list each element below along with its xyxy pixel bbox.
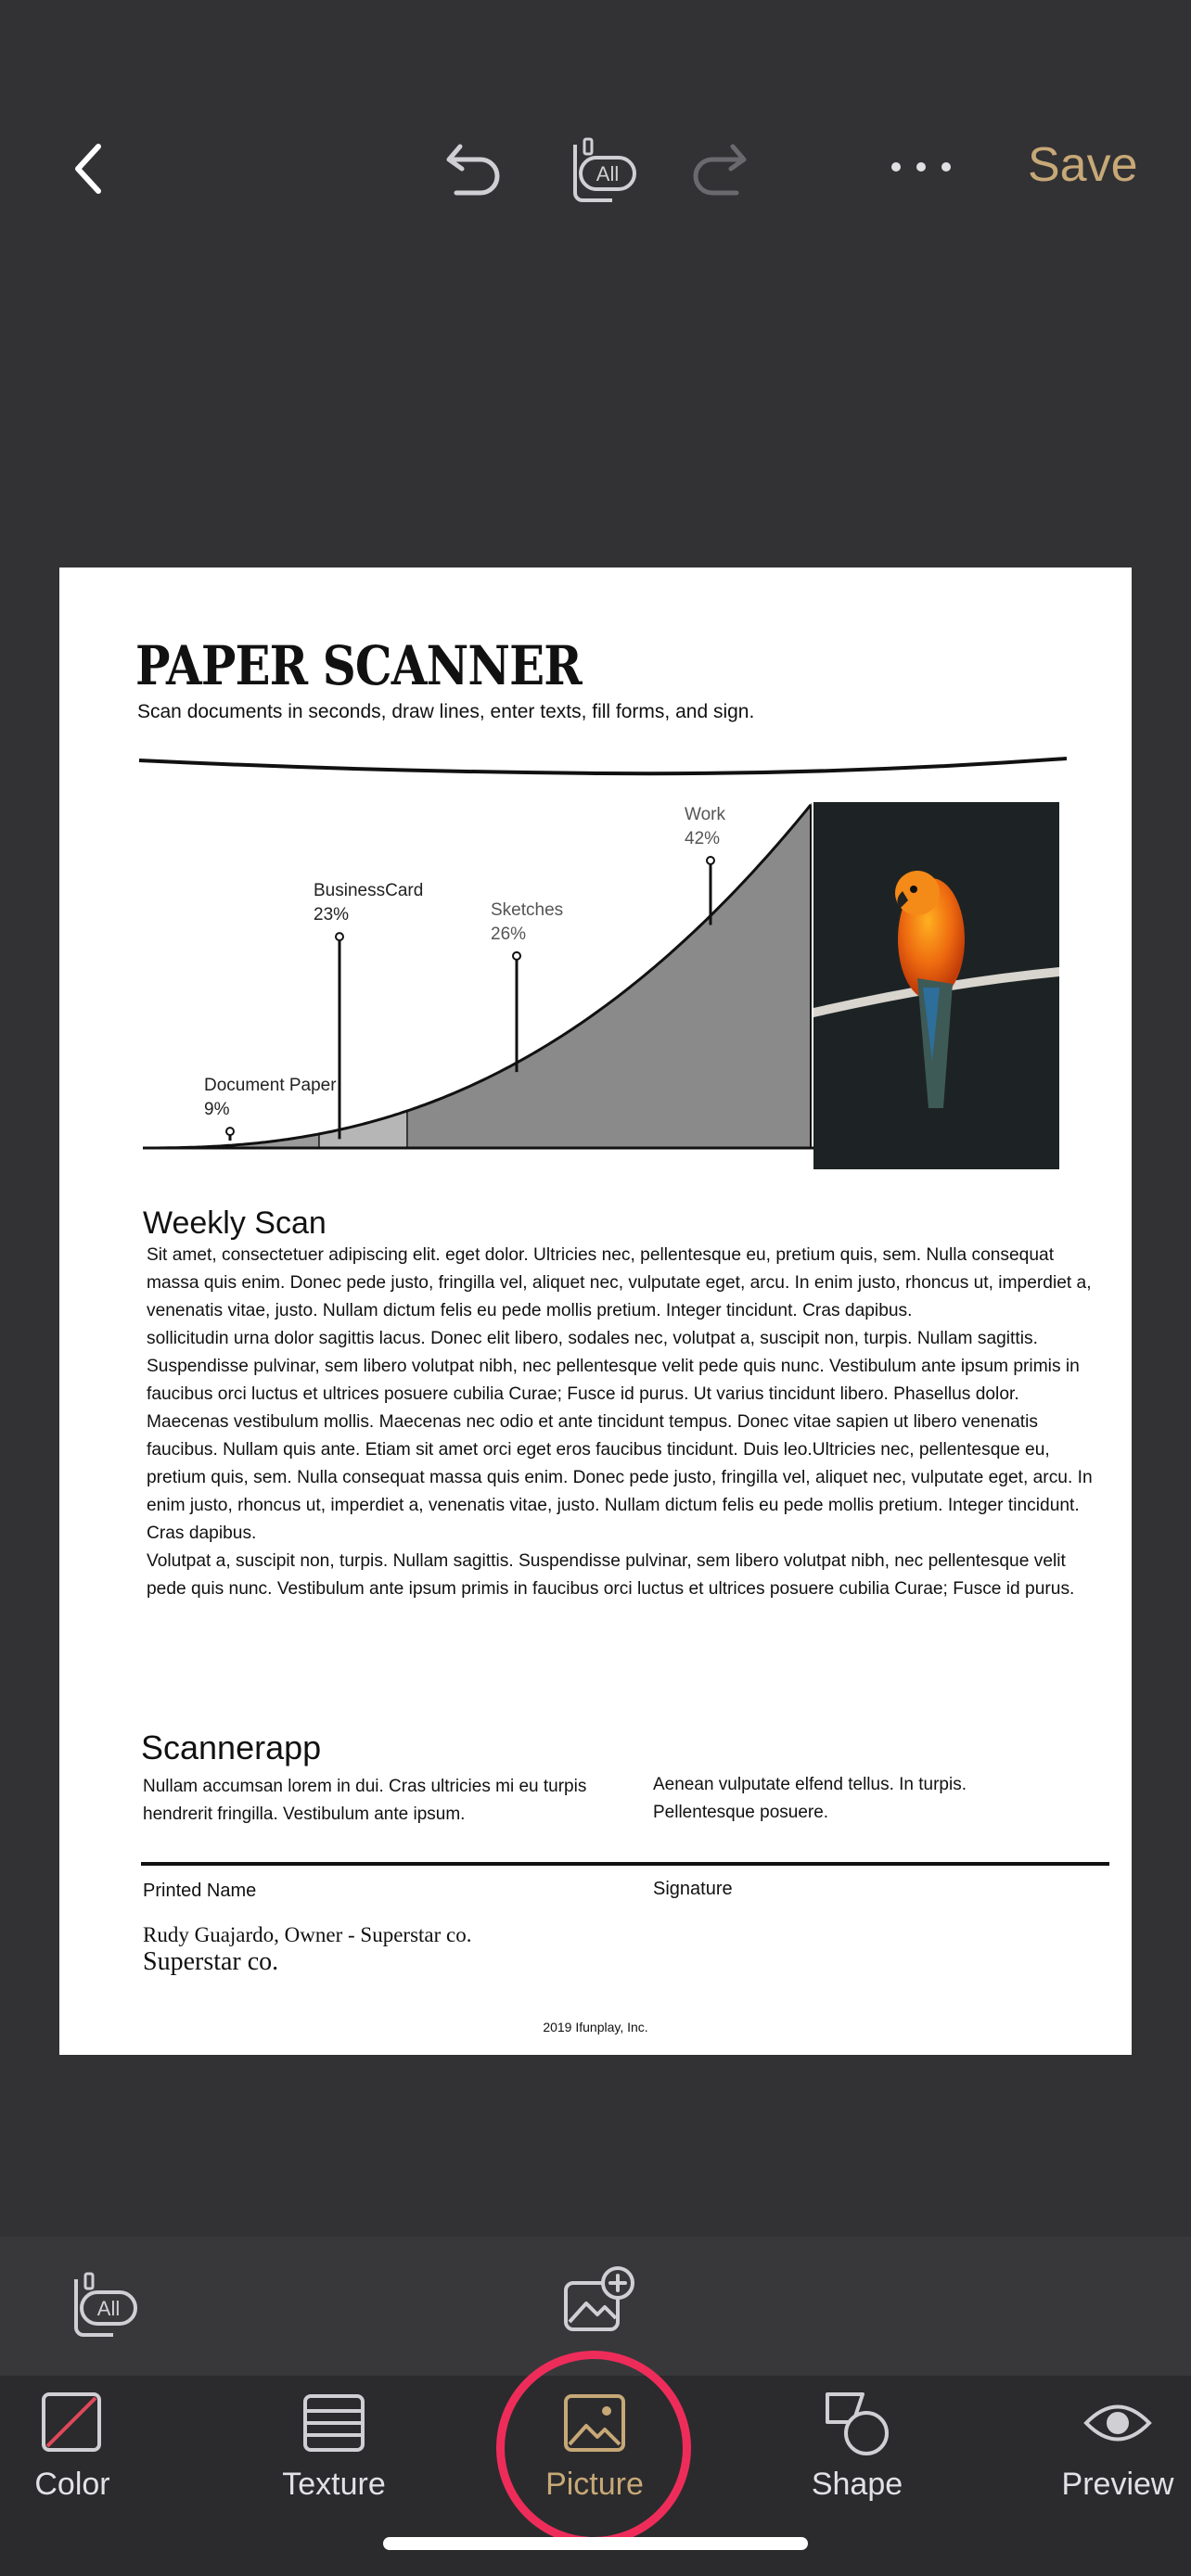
more-options-icon[interactable]: [889, 159, 954, 174]
chart-area-segment: [407, 805, 811, 1148]
add-picture-icon[interactable]: [562, 2264, 636, 2339]
apply-all-button[interactable]: [560, 135, 638, 206]
document-subtitle: Scan documents in seconds, draw lines, enter texts, fill forms, and sign.: [137, 701, 755, 722]
top-toolbar: [0, 0, 1191, 306]
title-divider: [139, 753, 1067, 781]
tab-label: Color: [34, 2467, 110, 2502]
apply-all-icon: [560, 135, 638, 206]
paragraph: Sit amet, consectetuer adipiscing elit. eget dolor. Ultricies nec, pellentesque eu, pretium quis, sem. Nulla consequat massa quis enim. Donec pede justo, fringilla vel, aliquet nec, vulputate eget, arcu. In enim justo, rhoncus ut, imperdiet a, venenatis vitae, justo. Nullam dictum felis eu pede mollis pretium. Integer tincidunt. Cras dapibus.: [147, 1245, 1092, 1320]
redo-icon[interactable]: [690, 135, 749, 198]
chart-pin-head: [336, 933, 343, 940]
paragraph: Volutpat a, suscipit non, turpis. Nullam sagittis. Suspendisse pulvinar, sem libero volutpat nibh, nec pellentesque velit pede quis nunc. Vestibulum ante ipsum primis in faucibus orci luctus et ultrices posuere cubilia Curae; Fusce id purus.: [147, 1551, 1075, 1599]
chart-value-label: 9%: [204, 1100, 230, 1120]
scannerapp-right-column: Aenean vulputate elfend tellus. In turpis. Pellentesque posuere.: [653, 1775, 967, 1822]
printed-name-label: Printed Name: [143, 1881, 257, 1901]
tab-label: Preview: [1061, 2467, 1174, 2502]
printed-name-line: Rudy Guajardo, Owner - Superstar co.: [143, 1923, 472, 1946]
scannerapp-left-column: Nullam accumsan lorem in dui. Cras ultricies mi eu turpis hendrerit fringilla. Vestibulum ante ipsum.: [143, 1777, 587, 1824]
signature-label: Signature: [653, 1879, 733, 1899]
chart-category-label: Document Paper: [204, 1076, 337, 1096]
eye-icon: [1082, 2391, 1153, 2455]
chart-value-label: 26%: [491, 924, 527, 944]
chart-pin-head: [513, 952, 520, 960]
chart-value-label: 23%: [314, 905, 350, 925]
apply-all-tool-button[interactable]: [61, 2270, 139, 2340]
shape-icon: [822, 2391, 892, 2457]
chart-value-label: 42%: [685, 829, 721, 848]
scanned-document[interactable]: [59, 567, 1132, 2055]
signature-rule: [141, 1862, 1109, 1866]
home-indicator[interactable]: [383, 2537, 808, 2550]
texture-icon: [301, 2391, 366, 2455]
scannerapp-title: Scannerapp: [141, 1728, 322, 1766]
chart-category-label: Work: [685, 805, 725, 824]
tab-label: Shape: [811, 2467, 903, 2502]
chart-category-label: BusinessCard: [314, 881, 424, 901]
undo-icon[interactable]: [443, 135, 503, 198]
chart-pin-head: [707, 857, 714, 864]
weekly-scan-body: [147, 1242, 1102, 1603]
document-title: PAPER SCANNER: [135, 634, 582, 697]
parrot-photo: [813, 802, 1059, 1169]
color-icon: [40, 2391, 105, 2455]
weekly-scan-title: Weekly Scan: [143, 1205, 327, 1241]
paragraph: sollicitudin urna dolor sagittis lacus. Donec elit libero, sodales nec, volutpat a, suscipit non, turpis. Nullam sagittis. Suspendisse pulvinar, sem libero volutpat nibh, nec pellentesque velit pede quis nunc. Vestibulum ante ipsum primis in faucibus orci luctus et ultrices posuere cubilia Curae; Fusce id purus. Ut varius tincidunt libero. Phasellus dolor. Maecenas vestibulum mollis. Maecenas nec odio et ante tincidunt tempus. Donec vitae sapien ut libero venenatis faucibus. Nullam quis ante. Etiam sit amet orci eget eros faucibus tincidunt. Duis leo.Ultricies nec, pellentesque eu, pretium quis, sem. Nulla consequat massa quis enim. Donec pede justo, fringilla vel, aliquet nec, vulputate eget, arcu. In enim justo, rhoncus ut, imperdiet a, venenatis vitae, justo. Nullam dictum felis eu pede mollis pretium. Integer tincidunt. Cras dapibus.: [147, 1329, 1093, 1543]
document-footer: 2019 Ifunplay, Inc.: [543, 2020, 648, 2034]
picture-tab-highlight: [496, 2351, 691, 2545]
apply-all-icon: [61, 2270, 139, 2340]
tab-label: Texture: [282, 2467, 386, 2502]
tab-color[interactable]: [0, 2376, 165, 2576]
apply-all-badge: All: [96, 2297, 121, 2320]
chart-pin-head: [226, 1128, 234, 1135]
back-chevron-icon[interactable]: [70, 141, 108, 197]
usage-chart: [143, 788, 839, 1159]
chart-category-label: Sketches: [491, 899, 564, 920]
tab-preview[interactable]: [1025, 2376, 1191, 2576]
tab-label: Picture: [545, 2467, 644, 2502]
company-name: Superstar co.: [143, 1947, 279, 1976]
save-button[interactable]: Save: [1028, 138, 1138, 192]
apply-all-badge: All: [596, 162, 620, 185]
